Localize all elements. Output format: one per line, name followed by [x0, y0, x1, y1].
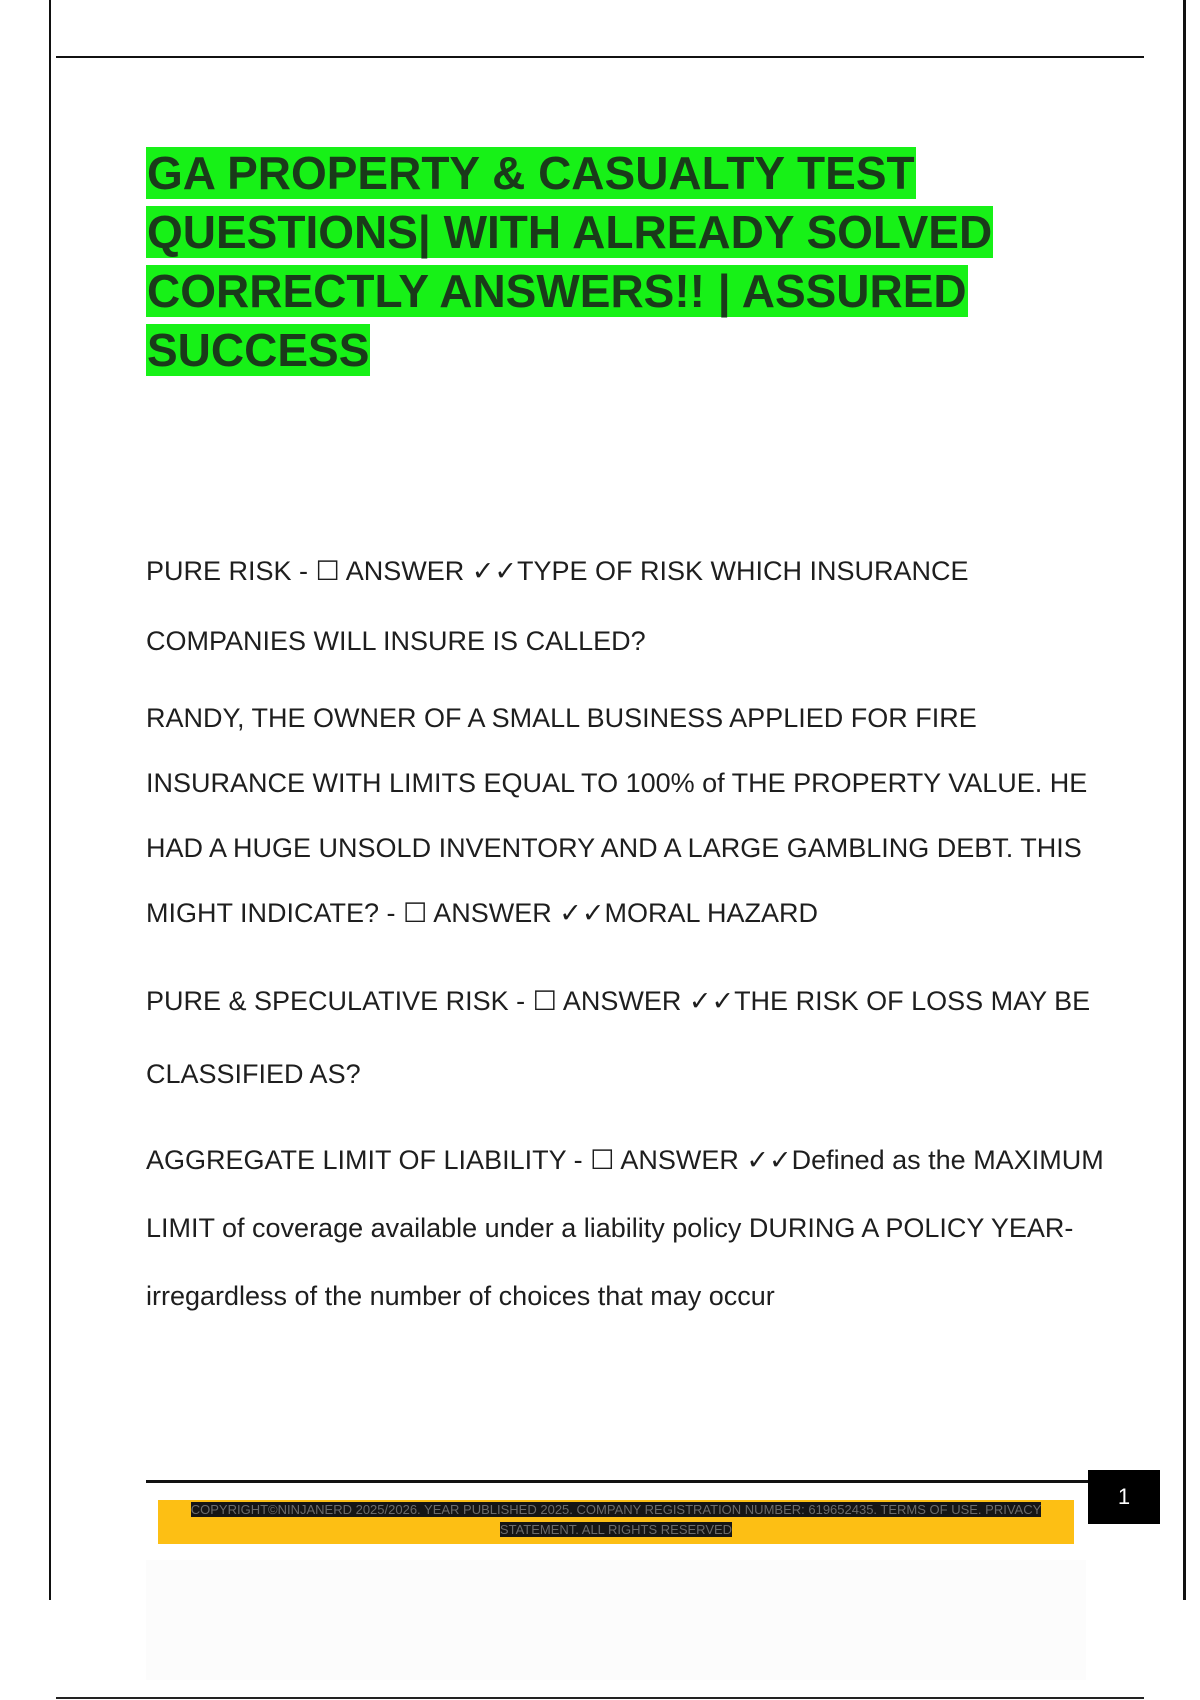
footer-area — [146, 1560, 1086, 1680]
copyright-notice — [158, 1500, 1074, 1544]
title-text: GA PROPERTY & CASUALTY TEST QUESTIONS| WITH ALREADY SOLVED CORRECTLY ANSWERS!! | ASSURED SUCCESS — [147, 147, 993, 376]
page-border-right — [1183, 0, 1186, 1600]
qa-entry-aggregate-limit: AGGREGATE LIMIT OF LIABILITY - ☐ ANSWER ✓✓Defined as the MAXIMUM LIMIT of coverage available under a liability policy DURING A POLICY YEAR- irregardless of the number of choices that may occur — [146, 1145, 1104, 1311]
qa-entry-moral-hazard: RANDY, THE OWNER OF A SMALL BUSINESS APPLIED FOR FIRE INSURANCE WITH LIMITS EQUAL TO 100% of THE PROPERTY VALUE. HE HAD A HUGE UNSOLD INVENTORY AND A LARGE GAMBLING DEBT. THIS MIGHT INDICATE? - ☐ ANSWER ✓✓MORAL HAZARD — [146, 703, 1088, 928]
page-number: 1 — [1088, 1470, 1160, 1524]
footer-rule — [146, 1480, 1090, 1483]
header-rule — [56, 56, 1144, 58]
bottom-rule — [56, 1697, 1144, 1699]
page-border-left — [49, 0, 51, 1600]
copyright-text: COPYRIGHT©NINJANERD 2025/2026. YEAR PUBLISHED 2025. COMPANY REGISTRATION NUMBER: 619652435. TERMS OF USE. PRIVACY STATEMENT. ALL RIGHTS RESERVED — [190, 1502, 1042, 1537]
qa-entry-risk-classification: PURE & SPECULATIVE RISK - ☐ ANSWER ✓✓THE RISK OF LOSS MAY BE CLASSIFIED AS? — [146, 986, 1091, 1089]
document-title — [146, 144, 1076, 380]
qa-entry-pure-risk: PURE RISK - ☐ ANSWER ✓✓TYPE OF RISK WHICH INSURANCE COMPANIES WILL INSURE IS CALLED? — [146, 556, 969, 656]
